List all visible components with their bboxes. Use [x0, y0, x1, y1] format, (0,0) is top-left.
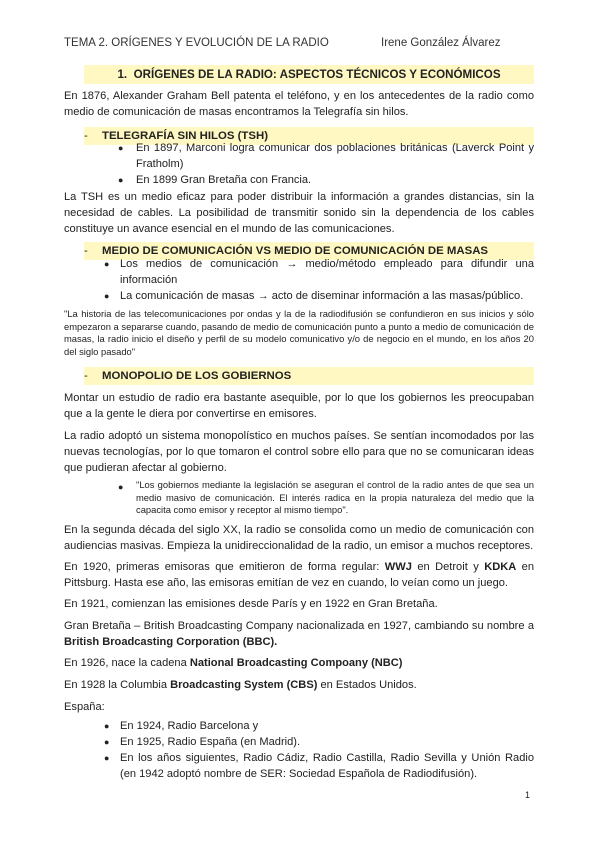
intro-text: En 1876, Alexander Graham Bell patenta el teléfono, y en los antecedentes de la radio como medio de comunicación de masas encontramos la Telegrafía sin hilos. [64, 90, 534, 118]
monopolio-paragraph-1: Montar un estudio de radio era bastante asequible, por lo que los gobiernos les preocupaban que a la gente le diera por convertirse en emisores. [64, 392, 534, 420]
header-title: TEMA 2. ORÍGENES Y EVOLUCIÓN DE LA RADIO [64, 37, 329, 49]
monopolio-paragraph-6: Gran Bretaña – British Broadcasting Company nacionalizada en 1927, cambiando su nombre a British Broadcasting Corporation (BBC). [64, 620, 534, 648]
bullet-icon: ● [104, 737, 110, 747]
bullet-icon: ● [104, 721, 110, 731]
subheading-medio-text: MEDIO DE COMUNICACIÓN VS MEDIO DE COMUNICACIÓN DE MASAS [102, 245, 489, 257]
section-heading-1 [84, 65, 534, 84]
subheading-monopolio-text: MONOPOLIO DE LOS GOBIERNOS [102, 370, 292, 382]
tsh-paragraph-text: La TSH es un medio eficaz para poder distribuir la información a grandes distancias, sin la necesidad de cables. La posibilidad de transmitir sonido sin la dependencia de los cables constituye un avance esencial en el mundo de las comunicaciones. [64, 191, 534, 235]
dash-marker: - [84, 130, 88, 142]
intro-paragraph [64, 88, 534, 120]
station-wwj: WWJ [384, 561, 412, 573]
page-number: 1 [525, 790, 531, 800]
subheading-tsh-text: TELEGRAFÍA SIN HILOS (TSH) [102, 130, 269, 142]
espana-bullet-list [104, 718, 534, 782]
monopolio-paragraph-4: En 1920, primeras emisoras que emitieron de forma regular: WWJ en Detroit y KDKA en Pittsburg. Hasta ese año, las emisoras emitían de vez en cuando, lo veían como un juego. [64, 561, 535, 589]
list-item: ● La comunicación de masas → acto de diseminar información a las masas/público. [104, 290, 524, 302]
bbc-name: British Broadcasting Corporation (BBC). [64, 636, 278, 648]
bullet-icon: ● [118, 143, 124, 153]
header-author: Irene González Álvarez [381, 37, 501, 49]
bullet-icon: ● [104, 291, 110, 301]
dash-marker: - [84, 245, 88, 257]
bullet-icon: ● [104, 753, 110, 763]
medio-quote-text: "La historia de las telecomunicaciones por ondas y la de la radiodifusión se confundieron en sus inicios y sólo empezaron a separarse cuando, pasando de medio de comunicación punto a punto a medio de comunicación de masas, la radio inicio el diseño y perfil de su modelo comunicativo y/o de negocio en el mundo, en los años 20 del siglo pasado" [64, 308, 534, 357]
station-kdka: KDKA [484, 561, 517, 573]
nbc-name: National Broadcasting Compoany (NBC) [189, 657, 403, 669]
list-item: ● Los medios de comunicación → medio/método empleado para difundir una información [104, 258, 534, 286]
bullet-icon: ● [118, 482, 124, 492]
list-item: ● En 1897, Marconi logra comunicar dos poblaciones británicas (Laverck Point y Fratholm) [118, 142, 534, 170]
dash-marker: - [84, 370, 88, 382]
monopolio-quote-list [118, 479, 534, 517]
monopolio-paragraph-8: En 1928 la Columbia Broadcasting System (CBS) en Estados Unidos. [64, 679, 417, 691]
section-title: ORÍGENES DE LA RADIO: ASPECTOS TÉCNICOS Y ECONÓMICOS [133, 68, 501, 81]
list-item: ● "Los gobiernos mediante la legislación se aseguran el control de la radio antes de que sea un medio masivo de comunicación. El interés radica en la propia naturaleza del medio que la capacita como emisor y receptor al mismo tiempo". [118, 479, 534, 516]
monopolio-paragraph-7: En 1926, nace la cadena National Broadcasting Compoany (NBC) [64, 657, 403, 669]
espana-label: España: [64, 701, 105, 713]
section-number: 1. [117, 68, 128, 81]
medio-quote [64, 308, 534, 358]
list-item: ● En 1924, Radio Barcelona y [104, 720, 259, 732]
tsh-paragraph [64, 189, 534, 237]
bullet-icon: ● [104, 259, 110, 269]
medio-bullet-list [104, 256, 534, 304]
monopolio-paragraph-2: La radio adoptó un sistema monopolístico en muchos países. Se sentían incomodados por las nuevas tecnologías, por lo que tomaron el control sobre ello para que no se comunicaran ideas que pudieran afectar al gobierno. [64, 430, 534, 474]
list-item: ● En 1899 Gran Bretaña con Francia. [118, 174, 312, 186]
cbs-name: Broadcasting System (CBS) [170, 679, 318, 691]
subheading-monopolio [84, 367, 534, 385]
monopolio-paragraph-3: En la segunda década del siglo XX, la radio se consolida como un medio de comunicación con audiencias masivas. Empieza la unidireccionalidad de la radio, un emisor a muchos receptores. [64, 524, 534, 552]
monopolio-paragraph-5: En 1921, comienzan las emisiones desde París y en 1922 en Gran Bretaña. [64, 598, 438, 610]
list-item: ● En 1925, Radio España (en Madrid). [104, 736, 301, 748]
tsh-bullet-list [118, 140, 534, 188]
bullet-icon: ● [118, 175, 124, 185]
list-item: ● En los años siguientes, Radio Cádiz, Radio Castilla, Radio Sevilla y Unión Radio (en 1942 adoptó nombre de SER: Sociedad Española de Radiodifusión). [104, 752, 534, 780]
